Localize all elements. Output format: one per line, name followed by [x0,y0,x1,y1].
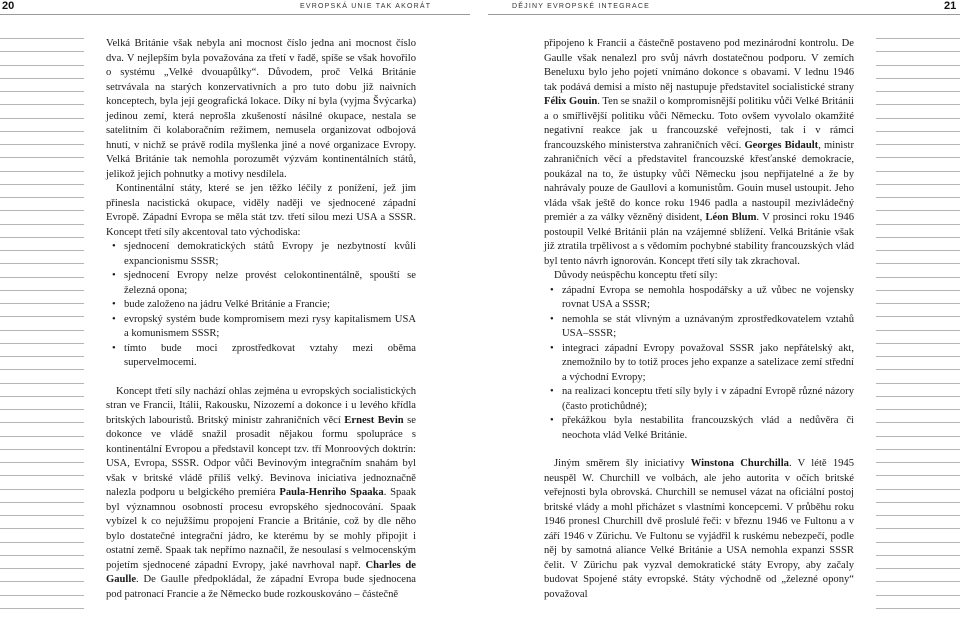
paragraph: Kontinentální státy, které se jen těžko léčily z ponížení, jež jim přinesla nacistická okupace, viděly naději ve sjednocené západní Evropě. Západní Evropa se měla stát tzv. třetí silou mezi USA a SSSR. Koncept třetí síly akcentoval tato východiska: [106,183,416,238]
list-item: • tímto bude moci zprostředkovat vztahy mezi oběma supervelmocemi. [106,342,416,371]
margin-note-line [0,356,84,357]
margin-note-line [876,568,960,569]
margin-note-line [0,65,84,66]
margin-note-line [876,330,960,331]
margin-note-line [0,131,84,132]
margin-note-line [0,462,84,463]
margin-note-line [876,78,960,79]
list-item: • na realizaci konceptu třetí síly byly i v západní Evropě různé názory (často protichůdné); [544,385,854,414]
margin-note-line [0,515,84,516]
margin-note-line [0,475,84,476]
margin-note-line [0,51,84,52]
margin-note-line [0,502,84,503]
margin-note-line [876,197,960,198]
margin-note-line [0,184,84,185]
margin-note-line [876,436,960,437]
right-page-number: 21 [944,0,957,12]
margin-note-line [876,422,960,423]
margin-note-line [876,343,960,344]
left-running-title: EVROPSKÁ UNIE TAK AKORÁT [300,3,432,10]
margin-note-line [0,210,84,211]
list-item: • bude založeno na jádru Velké Británie a Francie; [106,298,416,313]
margin-note-line [0,118,84,119]
margin-note-line [0,144,84,145]
margin-note-line [876,409,960,410]
margin-note-line [876,224,960,225]
margin-note-line [0,330,84,331]
margin-note-line [0,555,84,556]
margin-note-line [0,409,84,410]
list-item: • nemohla se stát vlivným a uznávaným zprostředkovatelem vztahů USA–SSSR; [544,313,854,342]
margin-note-line [876,528,960,529]
margin-note-line [0,383,84,384]
list-item: • západní Evropa se nemohla hospodářsky a už vůbec ne vojensky rovnat USA a SSSR; [544,284,854,313]
list-item: • překážkou byla nestabilita francouzských vlád a nedůvěra či neochota vlád Velké Británie. [544,414,854,443]
right-running-title: DĚJINY EVROPSKÉ INTEGRACE [512,3,651,10]
left-margin-lines [0,38,84,621]
bullet-list [544,284,854,444]
margin-note-line [0,250,84,251]
margin-note-line [0,263,84,264]
margin-note-line [876,144,960,145]
margin-note-line [0,489,84,490]
list-item: • evropský systém bude kompromisem mezi rysy kapitalismem USA a komunismem SSSR; [106,313,416,342]
margin-note-line [876,383,960,384]
paragraph: Velká Británie však nebyla ani mocnost číslo jedna ani mocnost číslo dva. V nejlepším byla považována za třetí v řadě, spíše se však hovořilo o systému „Velké dvouapůlky“. Důvodem, proč Velká Británie setrvávala na starých konzervativních a pro tuto dobu již naivních konceptech, byla její geografická lokace. Díky ní byla (vyjma Švýcarka) jedinou zemí, která neprošla zkušeností násilné okupace, nestala se satelitním či kolaboračním režimem, nemusela organizovat odbojová hnutí, v nichž se právě rodila myšlenka jiné a nové organizace Evropy. Velká Británie tak nemohla porozumět výzvám kontinentálních států, jelikož jejich pohnutky a motivy nesdílela. [106,38,416,180]
margin-note-line [876,157,960,158]
margin-note-line [0,542,84,543]
margin-note-line [0,369,84,370]
margin-note-line [876,51,960,52]
margin-note-line [876,263,960,264]
margin-note-line [876,104,960,105]
margin-note-line [876,303,960,304]
list-item: • integraci západní Evropy považoval SSSR jako nepřátelský akt, znemožnilo by to totiž proces jeho expanze a satelizace zemí střední a východní Evropy; [544,342,854,386]
margin-note-line [876,210,960,211]
person-name: Winstona Churchilla [690,458,789,469]
margin-note-line [0,91,84,92]
left-page-number: 20 [2,0,15,12]
left-header-rule [0,14,470,15]
margin-note-line [0,224,84,225]
bullet-list [106,240,416,371]
margin-note-line [876,184,960,185]
right-margin-lines [876,38,960,621]
margin-note-line [0,396,84,397]
paragraph: Důvody neúspěchu konceptu třetí síly: [554,270,718,281]
margin-note-line [876,608,960,609]
margin-note-line [876,91,960,92]
margin-note-line [876,489,960,490]
margin-note-line [876,277,960,278]
margin-note-line [876,369,960,370]
margin-note-line [0,303,84,304]
margin-note-line [876,396,960,397]
margin-note-line [876,65,960,66]
margin-note-line [0,157,84,158]
person-name: Georges Bidault [744,139,819,151]
margin-note-line [876,502,960,503]
person-name: Ernest Bevin [344,414,404,426]
list-item: • sjednocení Evropy nelze provést celokontinentálně, spouští se železná opona; [106,269,416,298]
margin-note-line [0,38,84,39]
margin-note-line [876,290,960,291]
margin-note-line [876,250,960,251]
margin-note-line [0,436,84,437]
margin-note-line [0,449,84,450]
margin-note-line [876,581,960,582]
left-text-column [106,37,416,602]
margin-note-line [876,542,960,543]
right-text-column [544,37,854,602]
margin-note-line [876,595,960,596]
paragraph: Koncept třetí síly nachází ohlas zejména u evropských socialistických stran ve Francii, Itálii, Rakousku, Nizozemí a dokonce i u levého křídla britských labouristů. Britský ministr zahraničních věcí Ernest Bevin se dokonce ve vládě snažil prosadit nějakou formu spolupráce s kontinentální Evropou a představil koncept tzv. tří Monroových doktrín: USA, Evropa, SSSR. Odpor vůči Bevinovým integračním snahám byl však v britské vládě příliš velký. Bevinova iniciativa jednoznačně nalezla podporu u belgického premiéra Paula-Henriho Spaaka. Spaak byl významnou osobností procesu evropského sjednocování. Spaak vybízel k co nejužšímu propojení Francie a Británie, což by dle něho bylo dostatečné integrační jádro, ke kterému by se mohly připojit i ostatní země. Spaak tak nepřímo naznačil, že nesoulasí s velmocenským pojetím sjednocené západní Evropy, jaké navrhoval např. Charles de Gaulle. De Gaulle předpokládal, že západní Evropa bude sjednocena pod patronací Francie a že Německo bude rozkouskováno – částečně [106,385,416,600]
margin-note-line [876,462,960,463]
margin-note-line [876,237,960,238]
margin-note-line [0,277,84,278]
person-name: Léon Blum [705,212,757,223]
right-header-rule [488,14,960,15]
person-name: Charles de Gaulle [106,559,416,585]
margin-note-line [0,568,84,569]
person-name: Félix Gouin [544,96,598,107]
margin-note-line [876,316,960,317]
margin-note-line [0,581,84,582]
margin-note-line [876,131,960,132]
margin-note-line [876,171,960,172]
person-name: Paula-Henriho Spaaka [279,487,384,498]
margin-note-line [0,104,84,105]
paragraph: připojeno k Francii a částečně postaveno pod mezinárodní kontrolu. De Gaulle však nenalezl pro svůj návrh dostatečnou podporu. V zemích Beneluxu bylo jeho pojetí vnímáno dokonce s obavami. V lednu 1946 tak podává demisi a místo něj nastupuje představitel socialistické strany Félix Gouin. Ten se snažil o kompromisnější politiku vůči Velké Británii a o smířlivější politiku vůči Německu. Toto ovšem vyvolalo okamžité negativní reakce jak u francouzské veřejnosti, tak i v rámci francouzského ministerstva zahraničních věcí. Georges Bidault, ministr zahraničních věcí a představitel francouzské křesťanské demokracie, poukázal na to, že ústupky vůči Německu jsou nepřijatelné a že by nahrávaly pouze de Gaullovi a komunistům. Gouin musel ustoupit. Jeho vláda však ještě do konce roku 1946 padla a nastoupil mezivládečný premiér a za války vězněný disident, Léon Blum. V prosinci roku 1946 postoupil Velké Británii plán na vzájemné sblížení. Velká Británie však již ztratila trpělivost a s vědomím pochybné stability francouzských vlád byl tento návrh ignorován. Koncept třetí síly tak zkrachoval. [544,38,854,267]
list-item: • sjednocení demokratických států Evropy je nezbytností kvůli expancionismu SSSR; [106,240,416,269]
margin-note-line [0,595,84,596]
margin-note-line [0,237,84,238]
margin-note-line [0,290,84,291]
margin-note-line [876,515,960,516]
margin-note-line [0,171,84,172]
margin-note-line [876,38,960,39]
margin-note-line [0,528,84,529]
margin-note-line [876,475,960,476]
margin-note-line [876,449,960,450]
margin-note-line [876,356,960,357]
margin-note-line [0,78,84,79]
margin-note-line [876,118,960,119]
paragraph: Jiným směrem šly iniciativy Winstona Churchilla. V létě 1945 neuspěl W. Churchill ve volbách, ale jeho autorita v očích britské veřejnosti byla obrovská. Churchill se nemusel vázat na oficiální postoj britské vlády a mohl přicházet s vlastními koncepcemi. V průběhu roku 1946 pronesl Churchill dvě proslulé řeči: v březnu 1946 ve Fultonu a v září 1946 v Zürichu. Ve Fultonu se vyjádřil k ruskému nebezpečí, podle něj by samotná aliance Velké Británie a USA nemohla expanzi SSSR čelit. V Zürichu pak vyzval demokratické státy Evropy, aby začaly budovat Spojené státy evropské. Státy východně od „železné opony“ považoval [544,458,855,600]
margin-note-line [0,422,84,423]
margin-note-line [0,343,84,344]
margin-note-line [0,316,84,317]
margin-note-line [0,608,84,609]
margin-note-line [876,555,960,556]
margin-note-line [0,197,84,198]
